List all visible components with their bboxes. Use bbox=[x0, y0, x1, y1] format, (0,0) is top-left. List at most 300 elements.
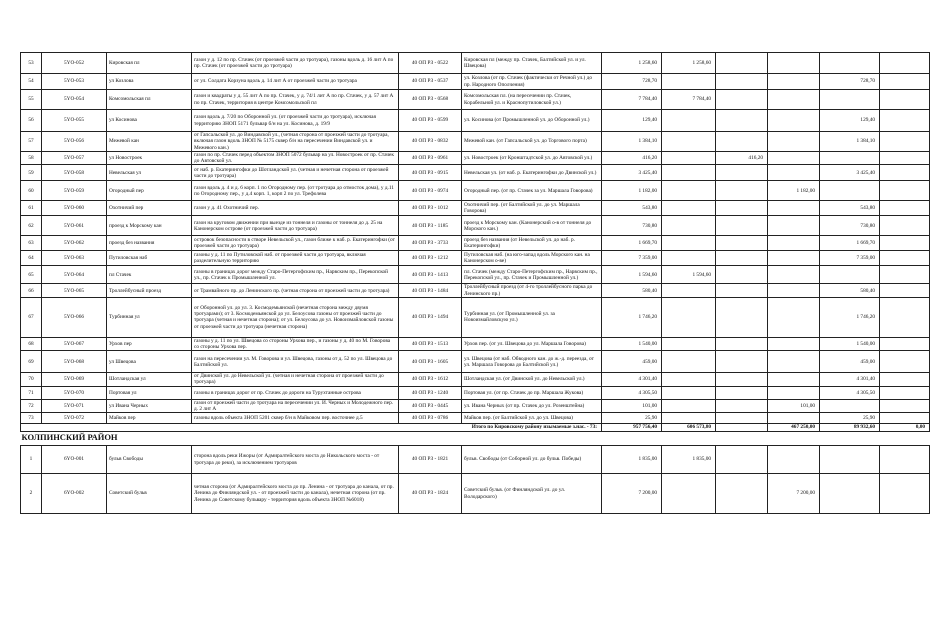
cell-v2 bbox=[716, 74, 768, 90]
cell-v3: 101,00 bbox=[768, 399, 820, 412]
cell-addr: Портовая ул. (от пр. Стачек до пр. Маршала Жукова) bbox=[462, 386, 602, 399]
cell-total: 1 594,60 bbox=[602, 266, 662, 284]
cell-addr: Троллейбусный проезд (от 4-го троллейбусного парка до Ленинского пр.) bbox=[462, 284, 602, 297]
cell-n: 54 bbox=[21, 74, 42, 90]
cell-v3 bbox=[768, 74, 820, 90]
cell-n: 53 bbox=[21, 53, 42, 74]
cell-area: от Двинской ул. до Невельской ул. (четная и нечетная сторона от проезжей части до тротуара) bbox=[192, 373, 399, 386]
cell-area: газоны у д. 11 по Путиловской наб. от проезжей части до тротуара, включая разделительную территорию bbox=[192, 251, 399, 266]
cell-v4 bbox=[820, 474, 880, 514]
cell-area: от Гапсальской ул. до Виндавской ул., (четная сторона от проезжей части до тротуара, включая газон вдоль ЗНОП № 5175 сквер б/н на пересечении Виндавской ул. и Межевого кан.) bbox=[192, 132, 399, 152]
cell-v5 bbox=[880, 413, 930, 424]
cell-addr: Охотничий пер. (от Балтийской ул. до ул. Маршала Говорова) bbox=[462, 201, 602, 216]
cell-v4: 4 305,50 bbox=[820, 386, 880, 399]
cell-total: 730,80 bbox=[602, 216, 662, 236]
table-row bbox=[21, 284, 930, 297]
cell-addr: Невельская ул. (от наб. р. Екатерингофки до Двинской ул.) bbox=[462, 165, 602, 181]
cell-n: 61 bbox=[21, 201, 42, 216]
table-row bbox=[21, 297, 930, 337]
cell-addr: Урхов пер. (от ул. Швецова до ул. Маршала Говорова) bbox=[462, 337, 602, 350]
cell-code: 5YO-062 bbox=[42, 236, 107, 251]
cell-name: Межевой кан bbox=[107, 132, 192, 152]
cell-v3 bbox=[768, 446, 820, 474]
cell-v1: 1 594,60 bbox=[662, 266, 716, 284]
table-row bbox=[21, 152, 930, 165]
cell-name: Троллейбусный проезд bbox=[107, 284, 192, 297]
cell-total: 1 669,70 bbox=[602, 236, 662, 251]
cell-v1 bbox=[662, 413, 716, 424]
cell-area: газон у д. 41 Охотничий пер. bbox=[192, 201, 399, 216]
cell-area: островок безопасности в створе Невельской ул., газон ближе к наб. р. Екатерингофки (от проезжей части до тротуара) bbox=[192, 236, 399, 251]
cell-code: 5YO-057 bbox=[42, 152, 107, 165]
cell-addr: ул. Швецова (от наб. Обводного кан. до ж.-д. переезда, от ул. Маршала Говорова до Балтийской ул.) bbox=[462, 351, 602, 373]
cell-v3: 1 182,00 bbox=[768, 181, 820, 201]
cell-code: 5YO-070 bbox=[42, 386, 107, 399]
cell-v4: 3 425,40 bbox=[820, 165, 880, 181]
cell-total: 25,90 bbox=[602, 413, 662, 424]
cell-total: 101,00 bbox=[602, 399, 662, 412]
cell-addr: Путиловская наб. (на юго-запад вдоль Морского кан. на Канонерском о-ве) bbox=[462, 251, 602, 266]
cell-addr: проезд к Морскому кан. (Канонерский о-в от тоннеля до Морского кан.) bbox=[462, 216, 602, 236]
cell-addr: Советский бульв. (от Финляндской ул. до ул. Володарского) bbox=[462, 474, 602, 514]
cell-total: 459,00 bbox=[602, 351, 662, 373]
table-row bbox=[21, 399, 930, 412]
cell-name: проезд к Морскому кан bbox=[107, 216, 192, 236]
subtotal-row bbox=[21, 424, 930, 432]
cell-v3 bbox=[768, 201, 820, 216]
section-title: КОЛПИНСКИЙ РАЙОН bbox=[21, 432, 118, 443]
cell-v1 bbox=[662, 216, 716, 236]
cell-addr: ул. Ивана Черных (от пр. Стачек до ул. Розенштейна) bbox=[462, 399, 602, 412]
cell-v5 bbox=[880, 284, 930, 297]
cell-v1 bbox=[662, 165, 716, 181]
cell-area: газон у д. 12 по пр. Стачек (от проезжей части до тротуара), газоны вдоль д. 16 лит А по пр. Стачек (от проезжей части до тротуара) bbox=[192, 53, 399, 74]
cell-total: 4 305,50 bbox=[602, 386, 662, 399]
cell-v3 bbox=[768, 351, 820, 373]
cell-reg: 40 ОП РЗ - 1012 bbox=[399, 201, 462, 216]
cell-v2 bbox=[716, 201, 768, 216]
cell-area: от наб. р. Екатерингофки до Шотландской ул. (четная и нечетная сторона от проезжей части до тротуара) bbox=[192, 165, 399, 181]
cell-v2 bbox=[716, 165, 768, 181]
cell-area: газоны вдоль объекта ЗНОП 5201 сквер б/н в Майковом пер. восточнее д.5 bbox=[192, 413, 399, 424]
cell-v4: 728,70 bbox=[820, 74, 880, 90]
table-row bbox=[21, 53, 930, 74]
subtotal-v5: 0,00 bbox=[880, 424, 930, 432]
cell-n: 60 bbox=[21, 181, 42, 201]
cell-v5 bbox=[880, 165, 930, 181]
cell-code: 5YO-059 bbox=[42, 181, 107, 201]
table-row bbox=[21, 165, 930, 181]
cell-v1: 7 784,40 bbox=[662, 90, 716, 110]
cell-v5 bbox=[880, 337, 930, 350]
cell-n: 59 bbox=[21, 165, 42, 181]
table-row bbox=[21, 251, 930, 266]
cell-total: 1 258,60 bbox=[602, 53, 662, 74]
cell-area: газон от проезжей части до тротуара на пересечении ул. И. Черных и Молодежного пер. д. 2 лит А bbox=[192, 399, 399, 412]
cell-v5 bbox=[880, 373, 930, 386]
cell-v3 bbox=[768, 297, 820, 337]
cell-code: 5YO-066 bbox=[42, 297, 107, 337]
cell-v5 bbox=[880, 446, 930, 474]
cell-v3: 7 200,00 bbox=[768, 474, 820, 514]
cell-area: газон вдоль д. 4 и д. 6 корп. 1 по Огородному пер. (от тротуара до отмосток дома), у д.11 по Огородному пер., у д.4 корп. 1, корп 2 по ул. Трефолева bbox=[192, 181, 399, 201]
cell-v5 bbox=[880, 474, 930, 514]
cell-v1 bbox=[662, 399, 716, 412]
cell-v5 bbox=[880, 53, 930, 74]
cell-reg: 40 ОП РЗ - 0974 bbox=[399, 181, 462, 201]
cell-v5 bbox=[880, 110, 930, 132]
cell-total: 416,20 bbox=[602, 152, 662, 165]
cell-v2 bbox=[716, 337, 768, 350]
cell-v2 bbox=[716, 446, 768, 474]
cell-v3 bbox=[768, 413, 820, 424]
table-row bbox=[21, 110, 930, 132]
cell-v5 bbox=[880, 216, 930, 236]
cell-v4: 1 669,70 bbox=[820, 236, 880, 251]
cell-n: 57 bbox=[21, 132, 42, 152]
subtotal-label: Итого по Кировскому району изымаемые з.нас. - 73: bbox=[21, 424, 602, 432]
cell-v1 bbox=[662, 251, 716, 266]
table-row bbox=[21, 337, 930, 350]
cell-v2 bbox=[716, 399, 768, 412]
table-row bbox=[21, 132, 930, 152]
cell-reg: 40 ОП РЗ - 1212 bbox=[399, 251, 462, 266]
cell-v1 bbox=[662, 152, 716, 165]
cell-addr: Огородный пер. (от пр. Стачек за ул. Маршала Говорова) bbox=[462, 181, 602, 201]
cell-v2 bbox=[716, 216, 768, 236]
cell-v2 bbox=[716, 373, 768, 386]
cell-name: Шотландская ул bbox=[107, 373, 192, 386]
cell-n: 65 bbox=[21, 266, 42, 284]
cell-addr: Турбинная ул. (от Промышленной ул. за Новоизмайловскую ул.) bbox=[462, 297, 602, 337]
cell-code: 5YO-071 bbox=[42, 399, 107, 412]
cell-v4: 7 359,00 bbox=[820, 251, 880, 266]
cell-reg: 40 ОП РЗ - 0568 bbox=[399, 90, 462, 110]
cell-name: Комсомольская пл bbox=[107, 90, 192, 110]
cell-reg: 40 ОП РЗ - 0445 bbox=[399, 399, 462, 412]
cell-addr: Межевой кан. (от Гапсальской ул. до Торгового порта) bbox=[462, 132, 602, 152]
cell-v4: 1 746,20 bbox=[820, 297, 880, 337]
cell-v2 bbox=[716, 474, 768, 514]
cell-code: 5YO-063 bbox=[42, 251, 107, 266]
table-row bbox=[21, 373, 930, 386]
cell-area: от Трамвайного пр. до Ленинского пр. (четная сторона от проезжей части до тротуара) bbox=[192, 284, 399, 297]
cell-name: Турбинная ул bbox=[107, 297, 192, 337]
cell-v1 bbox=[662, 74, 716, 90]
cell-name: ул Козлова bbox=[107, 74, 192, 90]
cell-v5 bbox=[880, 181, 930, 201]
cell-v1 bbox=[662, 132, 716, 152]
cell-v4 bbox=[820, 446, 880, 474]
cell-name: ул Ивана Черных bbox=[107, 399, 192, 412]
table-row bbox=[21, 446, 930, 474]
cell-addr: Комсомольская пл. (на пересечении пр. Стачек, Корабельной ул. и Краснопутиловской ул.) bbox=[462, 90, 602, 110]
cell-reg: 40 ОП РЗ - 1605 bbox=[399, 351, 462, 373]
cell-code: 5YO-072 bbox=[42, 413, 107, 424]
cell-area: газоны в границах дорог от пр. Стачек до дороги на Турухтанные острова bbox=[192, 386, 399, 399]
cell-v3 bbox=[768, 152, 820, 165]
cell-code: 5YO-060 bbox=[42, 201, 107, 216]
cell-v4: 25,90 bbox=[820, 413, 880, 424]
cell-v4: 129,40 bbox=[820, 110, 880, 132]
cell-v5 bbox=[880, 386, 930, 399]
cell-addr: ул. Козлова (от пр. Стачек (фактически от Речной ул.) до пр. Народного Ополчения) bbox=[462, 74, 602, 90]
cell-name: Путиловская наб bbox=[107, 251, 192, 266]
cell-v5 bbox=[880, 201, 930, 216]
subtotal-total: 957 756,40 bbox=[602, 424, 662, 432]
cell-v1: 1 835,00 bbox=[662, 446, 716, 474]
cell-v3 bbox=[768, 337, 820, 350]
cell-v2: 416,20 bbox=[716, 152, 768, 165]
section-header-row bbox=[21, 432, 930, 446]
cell-code: 5YO-052 bbox=[42, 53, 107, 74]
cell-v2 bbox=[716, 386, 768, 399]
cell-name: Охотничий пер bbox=[107, 201, 192, 216]
cell-addr: проезд без названия (от Невельской ул. до наб. р. Екатерингофки) bbox=[462, 236, 602, 251]
cell-n: 66 bbox=[21, 284, 42, 297]
cell-v3 bbox=[768, 216, 820, 236]
cell-reg: 40 ОП РЗ - 1513 bbox=[399, 337, 462, 350]
table-row bbox=[21, 181, 930, 201]
cell-v2 bbox=[716, 284, 768, 297]
cell-area: газон на круговом движении при выезде из тоннеля и газоны от тоннеля до д. 25 на Канонерском острове (от проезжей части до тротуара) bbox=[192, 216, 399, 236]
cell-v1: 1 258,60 bbox=[662, 53, 716, 74]
cell-n: 2 bbox=[21, 474, 42, 514]
cell-code: 5YO-054 bbox=[42, 90, 107, 110]
cell-area: газоны в границах дорог между Старо-Петергофским пр., Нарвским пр., Перекопской ул., пр. Стачек к Промышленной ул. bbox=[192, 266, 399, 284]
cell-code: 6YO-001 bbox=[42, 446, 107, 474]
cell-name: Урхов пер bbox=[107, 337, 192, 350]
cell-v2 bbox=[716, 297, 768, 337]
cell-v3 bbox=[768, 132, 820, 152]
cell-v1 bbox=[662, 474, 716, 514]
cell-v5 bbox=[880, 351, 930, 373]
cell-v1 bbox=[662, 337, 716, 350]
cell-v3 bbox=[768, 236, 820, 251]
cell-area: четная сторона (от Адмиралтейского моста до пр. Ленина - от тротуара до канала, от пр. Ленина до Финляндской ул. - от проезжей части до канала), нечетная сторона (от пр. Ленина до Советскому бульвару - территория вдоль объекта ЗНОП №6018) bbox=[192, 474, 399, 514]
cell-v4 bbox=[820, 266, 880, 284]
cell-area: от ул. Солдата Корзуна вдоль д. 14 лит А от проезжей части до тротуара bbox=[192, 74, 399, 90]
cell-code: 5YO-056 bbox=[42, 132, 107, 152]
data-table bbox=[20, 52, 930, 514]
cell-reg: 40 ОП РЗ - 1821 bbox=[399, 446, 462, 474]
table-row bbox=[21, 90, 930, 110]
cell-v2 bbox=[716, 266, 768, 284]
cell-name: Кировская пл bbox=[107, 53, 192, 74]
cell-v1 bbox=[662, 284, 716, 297]
cell-total: 7 359,00 bbox=[602, 251, 662, 266]
cell-v3 bbox=[768, 90, 820, 110]
cell-v2 bbox=[716, 110, 768, 132]
cell-addr: бульв. Свободы (от Соборной ул. до бульв. Победы) bbox=[462, 446, 602, 474]
cell-v2 bbox=[716, 132, 768, 152]
cell-n: 69 bbox=[21, 351, 42, 373]
cell-area: сторона вдоль реки Ижоры (от Адмиралтейского моста до Никольского моста - от тротуара до реки), за исключением тротуаров bbox=[192, 446, 399, 474]
cell-n: 67 bbox=[21, 297, 42, 337]
cell-v5 bbox=[880, 236, 930, 251]
cell-reg: 40 ОП РЗ - 1484 bbox=[399, 284, 462, 297]
cell-name: бульв Свободы bbox=[107, 446, 192, 474]
cell-name: ул Швецова bbox=[107, 351, 192, 373]
cell-v3 bbox=[768, 266, 820, 284]
cell-v1 bbox=[662, 201, 716, 216]
cell-area: газон и квадраты у д. 55 лит А по пр. Стачек, у д. 74/1 лит А по пр. Стачек, у д. 57 лит А по пр. Стачек, территория в центре Комсомольской пл bbox=[192, 90, 399, 110]
cell-v4: 580,40 bbox=[820, 284, 880, 297]
cell-v3 bbox=[768, 110, 820, 132]
cell-area: газон вдоль д. 7/20 по Оборонной ул. (от проезжей части до тротуара), исключая территорию ЗНОП 5171 бульвар б/н на ул. Косинова, д. 19/9 bbox=[192, 110, 399, 132]
cell-n: 70 bbox=[21, 373, 42, 386]
cell-total: 1 384,10 bbox=[602, 132, 662, 152]
cell-code: 5YO-065 bbox=[42, 284, 107, 297]
cell-v3 bbox=[768, 165, 820, 181]
cell-n: 62 bbox=[21, 216, 42, 236]
cell-reg: 40 ОП РЗ - 1185 bbox=[399, 216, 462, 236]
table-row bbox=[21, 74, 930, 90]
cell-reg: 40 ОП РЗ - 0832 bbox=[399, 132, 462, 152]
cell-v1 bbox=[662, 110, 716, 132]
cell-v5 bbox=[880, 74, 930, 90]
cell-code: 5YO-064 bbox=[42, 266, 107, 284]
cell-name: Невельская ул bbox=[107, 165, 192, 181]
cell-v5 bbox=[880, 132, 930, 152]
cell-v4 bbox=[820, 152, 880, 165]
cell-v2 bbox=[716, 236, 768, 251]
table-row bbox=[21, 351, 930, 373]
cell-code: 5YO-058 bbox=[42, 165, 107, 181]
cell-v1 bbox=[662, 386, 716, 399]
cell-n: 64 bbox=[21, 251, 42, 266]
cell-reg: 40 ОП РЗ - 1240 bbox=[399, 386, 462, 399]
cell-reg: 40 ОП РЗ - 1612 bbox=[399, 373, 462, 386]
cell-v3 bbox=[768, 373, 820, 386]
cell-v5 bbox=[880, 297, 930, 337]
cell-area: газон по пр. Стачек перед объектом ЗНОП 5072 бульвар на ул. Новостроек от пр. Стачек до Автовской ул. bbox=[192, 152, 399, 165]
cell-v1 bbox=[662, 297, 716, 337]
cell-v5 bbox=[880, 399, 930, 412]
cell-total: 1 835,00 bbox=[602, 446, 662, 474]
cell-v4: 4 301,40 bbox=[820, 373, 880, 386]
cell-reg: 40 ОП РЗ - 3733 bbox=[399, 236, 462, 251]
table-row bbox=[21, 201, 930, 216]
cell-code: 6YO-002 bbox=[42, 474, 107, 514]
cell-v1 bbox=[662, 373, 716, 386]
cell-total: 129,40 bbox=[602, 110, 662, 132]
cell-total: 1 746,20 bbox=[602, 297, 662, 337]
cell-v5 bbox=[880, 251, 930, 266]
subtotal-v3: 467 250,00 bbox=[768, 424, 820, 432]
cell-total: 7 784,40 bbox=[602, 90, 662, 110]
table-row bbox=[21, 474, 930, 514]
cell-v1 bbox=[662, 351, 716, 373]
cell-n: 68 bbox=[21, 337, 42, 350]
subtotal-v2 bbox=[716, 424, 768, 432]
cell-n: 72 bbox=[21, 399, 42, 412]
cell-total: 580,40 bbox=[602, 284, 662, 297]
cell-reg: 40 ОП РЗ - 0786 bbox=[399, 413, 462, 424]
cell-reg: 40 ОП РЗ - 1494 bbox=[399, 297, 462, 337]
cell-reg: 40 ОП РЗ - 0537 bbox=[399, 74, 462, 90]
cell-name: проезд без названия bbox=[107, 236, 192, 251]
cell-addr: Шотландская ул. (от Двинской ул. до Невельской ул.) bbox=[462, 373, 602, 386]
document-sheet bbox=[20, 52, 930, 514]
cell-reg: 40 ОП РЗ - 0961 bbox=[399, 152, 462, 165]
cell-v5 bbox=[880, 152, 930, 165]
cell-total: 543,80 bbox=[602, 201, 662, 216]
table-row bbox=[21, 386, 930, 399]
subtotal-v1: 606 573,80 bbox=[662, 424, 716, 432]
cell-v3 bbox=[768, 53, 820, 74]
cell-addr: Кировская пл (между пр. Стачек, Балтийской ул. и ул. Швецова) bbox=[462, 53, 602, 74]
cell-name: пл Стачек bbox=[107, 266, 192, 284]
cell-v5 bbox=[880, 90, 930, 110]
cell-v4 bbox=[820, 399, 880, 412]
cell-v2 bbox=[716, 251, 768, 266]
cell-v3 bbox=[768, 251, 820, 266]
cell-code: 5YO-053 bbox=[42, 74, 107, 90]
cell-total: 728,70 bbox=[602, 74, 662, 90]
cell-n: 63 bbox=[21, 236, 42, 251]
cell-name: ул Косинова bbox=[107, 110, 192, 132]
cell-v2 bbox=[716, 53, 768, 74]
cell-n: 73 bbox=[21, 413, 42, 424]
cell-reg: 40 ОП РЗ - 0915 bbox=[399, 165, 462, 181]
cell-name: Огородный пер bbox=[107, 181, 192, 201]
cell-v2 bbox=[716, 181, 768, 201]
cell-v4 bbox=[820, 90, 880, 110]
cell-name: Майков пер bbox=[107, 413, 192, 424]
cell-code: 5YO-069 bbox=[42, 373, 107, 386]
cell-n: 1 bbox=[21, 446, 42, 474]
cell-v1 bbox=[662, 181, 716, 201]
cell-code: 5YO-068 bbox=[42, 351, 107, 373]
cell-reg: 40 ОП РЗ - 0599 bbox=[399, 110, 462, 132]
cell-n: 58 bbox=[21, 152, 42, 165]
cell-v2 bbox=[716, 90, 768, 110]
cell-v4 bbox=[820, 53, 880, 74]
cell-code: 5YO-055 bbox=[42, 110, 107, 132]
cell-total: 1 182,00 bbox=[602, 181, 662, 201]
cell-reg: 40 ОП РЗ - 0522 bbox=[399, 53, 462, 74]
cell-v2 bbox=[716, 413, 768, 424]
cell-area: от Оборонной ул. до ул. 3. Космодемьянской (нечетная сторона между двумя тротуарами); от 3. Космодемьянской до ул. Белоусова газоны от проезжей части до тротуара (четная и нечетная сторона); от ул. Белоусова до ул. Новоизмайловской газоны от проезжей части до тротуара (нечетная сторона) bbox=[192, 297, 399, 337]
cell-v3 bbox=[768, 386, 820, 399]
cell-v1 bbox=[662, 236, 716, 251]
cell-addr: Майков пер. (от Балтийской ул. до ул. Швецова) bbox=[462, 413, 602, 424]
table-row bbox=[21, 413, 930, 424]
cell-v3 bbox=[768, 284, 820, 297]
cell-addr: пл. Стачек (между Старо-Петергофским пр., Нарвским пр., Перекопской ул., пр. Стачек и Промышленной ул.) bbox=[462, 266, 602, 284]
cell-code: 5YO-061 bbox=[42, 216, 107, 236]
cell-name: Советский бульв bbox=[107, 474, 192, 514]
cell-v4 bbox=[820, 181, 880, 201]
cell-total: 1 540,00 bbox=[602, 337, 662, 350]
cell-reg: 40 ОП РЗ - 1413 bbox=[399, 266, 462, 284]
cell-addr: ул. Новостроек (от Кронштадтской ул. до Автовской ул.) bbox=[462, 152, 602, 165]
cell-v4: 1 540,00 bbox=[820, 337, 880, 350]
cell-v2 bbox=[716, 351, 768, 373]
cell-v4: 1 384,10 bbox=[820, 132, 880, 152]
table-row bbox=[21, 216, 930, 236]
cell-n: 71 bbox=[21, 386, 42, 399]
cell-total: 3 425,40 bbox=[602, 165, 662, 181]
cell-v5 bbox=[880, 266, 930, 284]
cell-reg: 40 ОП РЗ - 1824 bbox=[399, 474, 462, 514]
table-row bbox=[21, 236, 930, 251]
cell-name: Портовая ул bbox=[107, 386, 192, 399]
cell-n: 55 bbox=[21, 90, 42, 110]
table-row bbox=[21, 266, 930, 284]
cell-total: 4 301,40 bbox=[602, 373, 662, 386]
